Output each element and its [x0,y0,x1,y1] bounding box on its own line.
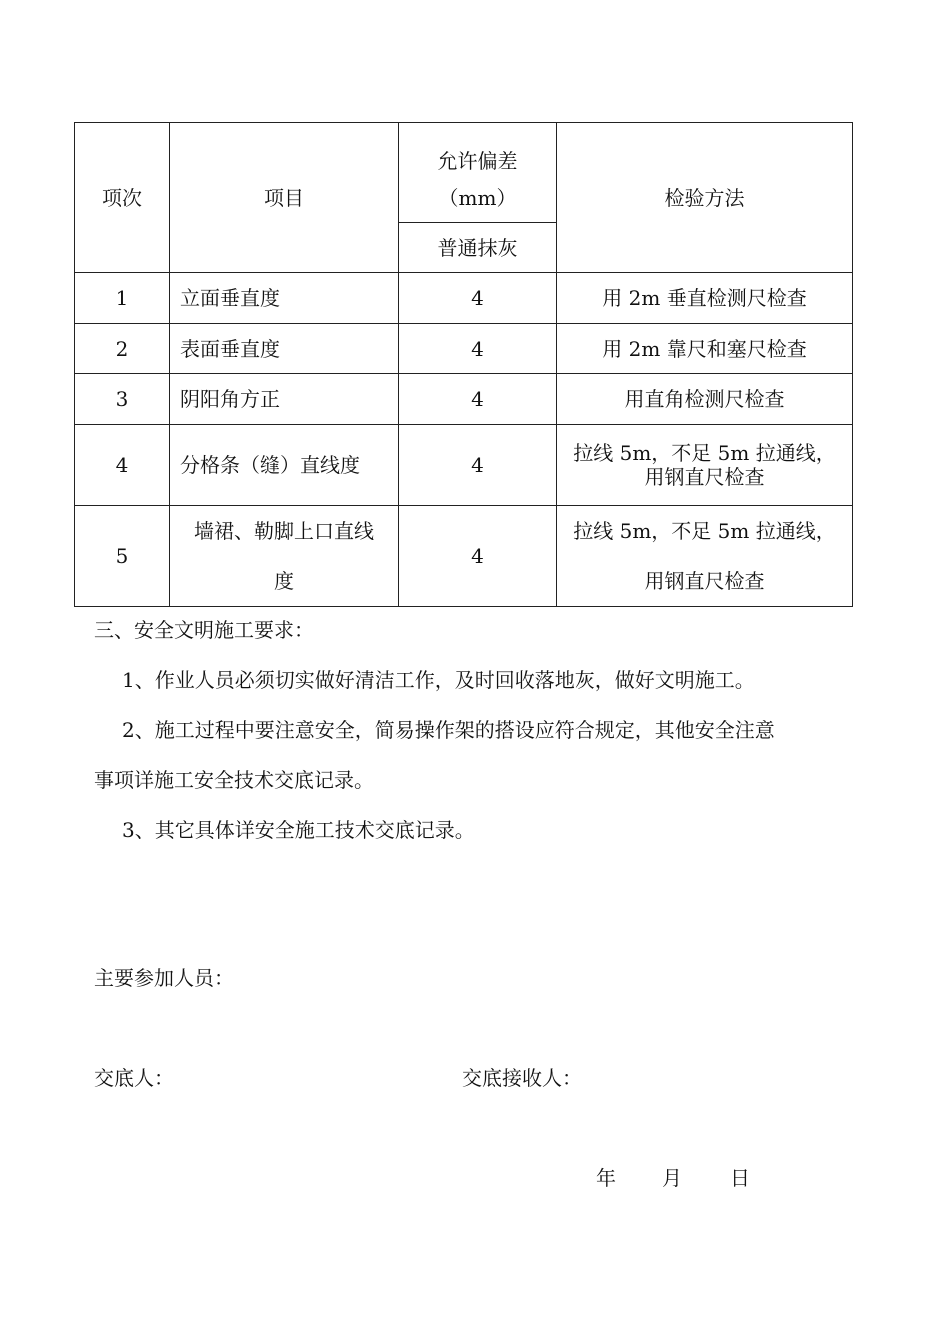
receiver-label: 交底接收人： [462,1066,582,1090]
row-item: 立面垂直度 [170,273,399,324]
requirement-3: 3、其它具体详安全施工技术交底记录。 [122,818,475,842]
row-method: 用直角检测尺检查 [557,374,853,425]
row-no: 4 [75,425,170,506]
row-item-line2: 度 [274,569,294,593]
row-item-line1: 墙裙、勒脚上口直线 [194,519,374,543]
row-tolerance: 4 [399,425,557,506]
date-month: 月 [662,1166,682,1190]
row-item: 分格条（缝）直线度 [170,425,399,506]
row-item [170,506,399,607]
table-row [75,324,853,374]
requirement-2-line1: 2、施工过程中要注意安全，简易操作架的搭设应符合规定，其他安全注意 [122,718,775,742]
row-method [557,425,853,506]
row-method-line1: 拉线 5m，不足 5m 拉通线， [573,519,836,543]
row-no: 5 [75,506,170,607]
row-item: 表面垂直度 [170,324,399,374]
section-title: 三、安全文明施工要求： [94,618,314,642]
header-tolerance-unit: （mm） [438,185,517,210]
inspection-table [74,122,853,607]
table-row [75,425,853,506]
row-no: 2 [75,324,170,374]
row-method-line2: 用钢直尺检查 [644,569,765,593]
table-row [75,506,853,607]
table-row [75,374,853,425]
row-tolerance: 4 [399,324,557,374]
date-year: 年 [596,1166,616,1190]
row-no: 3 [75,374,170,425]
row-method: 用 2m 靠尺和塞尺检查 [557,324,853,374]
row-method-line2: 用钢直尺检查 [644,465,765,489]
date-day: 日 [730,1166,750,1190]
header-method: 检验方法 [557,123,853,273]
header-no: 项次 [75,123,170,273]
discloser-label: 交底人： [94,1066,174,1090]
table-row [75,273,853,324]
row-no: 1 [75,273,170,324]
header-tolerance-sub: 普通抹灰 [399,223,557,273]
header-item: 项目 [170,123,399,273]
row-tolerance: 4 [399,273,557,324]
row-method-line1: 拉线 5m，不足 5m 拉通线， [573,441,836,465]
participants-label: 主要参加人员： [94,966,234,990]
header-tolerance [399,123,557,223]
requirement-2-line2: 事项详施工安全技术交底记录。 [94,768,374,792]
row-method: 用 2m 垂直检测尺检查 [557,273,853,324]
row-item: 阴阳角方正 [170,374,399,425]
header-tolerance-title: 允许偏差 [437,148,518,173]
requirement-1: 1、作业人员必须切实做好清洁工作，及时回收落地灰，做好文明施工。 [122,668,755,692]
row-method [557,506,853,607]
row-tolerance: 4 [399,506,557,607]
row-tolerance: 4 [399,374,557,425]
